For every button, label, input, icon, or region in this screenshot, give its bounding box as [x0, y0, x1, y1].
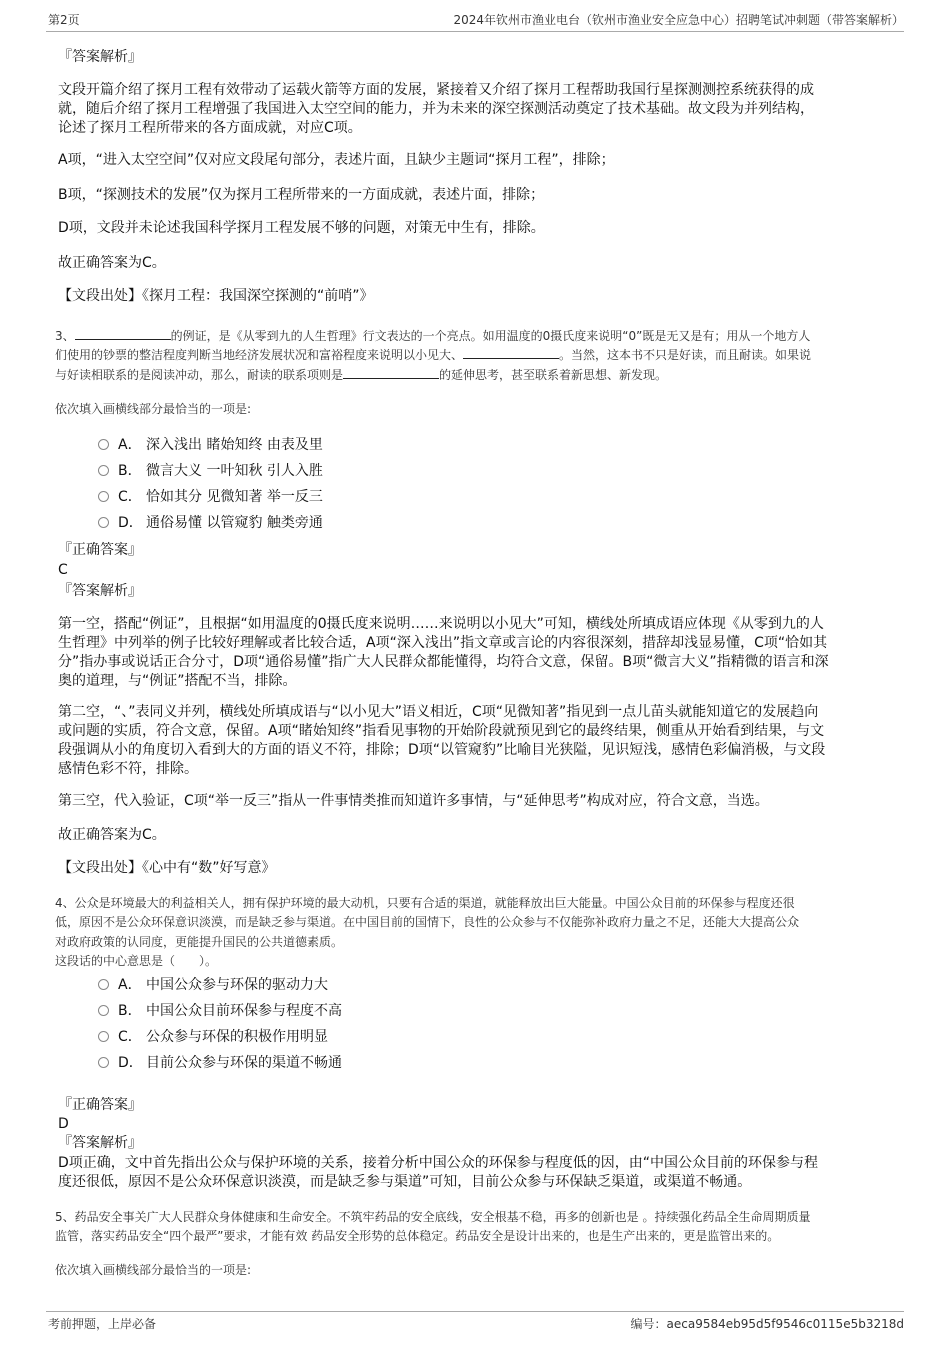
q4-answer-label: 『正确答案』: [58, 1097, 142, 1113]
q3-option-d[interactable]: D． 通俗易懂 以管窥豹 触类旁通: [98, 513, 323, 533]
q2-analysis-line2: 就，随后介绍了探月工程增强了我国进入太空空间的能力，并为未来的深空探测活动奠定了技术基础。故文段为并列结构，: [58, 101, 814, 117]
q3-correct-answer: 故正确答案为C。: [58, 827, 166, 843]
page-number: 第2页: [48, 13, 80, 27]
q3-analysis-p2-line2: 或问题的实质，符合文意，保留。A项“睹始知终”指看见事物的开始阶段就预见到它的最终结果，侧重从开始看到结果，与文: [58, 723, 825, 739]
q4-option-d[interactable]: D． 目前公众参与环保的渠道不畅通: [98, 1053, 342, 1073]
q3-option-a[interactable]: A． 深入浅出 睹始知终 由表及里: [98, 435, 323, 455]
document-id: 编号：aeca9584eb95d5f9546c0115e5b3218d: [630, 1317, 904, 1331]
q3-option-b[interactable]: B． 微言大义 一叶知秋 引人入胜: [98, 461, 323, 481]
q3-analysis-p2-line4: 感情色彩不符，排除。: [58, 761, 198, 777]
radio-icon[interactable]: [98, 1005, 109, 1016]
q4-stem-line4: 这段话的中心意思是（ ）。: [55, 954, 218, 968]
q3-stem-line3: 与好读相联系的是阅读冲动，那么，耐读的联系项则是 的延伸思考，甚至联系着新思想、新发现。: [55, 368, 668, 382]
fill-blank: [343, 366, 439, 379]
q4-stem-line1: 4、公众是环境最大的利益相关人，拥有保护环境的最大动机，只要有合适的渠道，就能释放出巨大能量。中国公众目前的环保参与程度还很: [55, 896, 795, 910]
q2-analysis-label: 『答案解析』: [58, 49, 142, 65]
q3-prompt: 依次填入画横线部分最恰当的一项是:: [55, 402, 252, 416]
q3-source: 【文段出处】《心中有“数”好写意》: [58, 860, 276, 876]
q4-option-c[interactable]: C． 公众参与环保的积极作用明显: [98, 1027, 328, 1047]
q3-analysis-label: 『答案解析』: [58, 583, 142, 599]
q2-option-b-analysis: B项，“探测技术的发展”仅为探月工程所带来的一方面成就，表述片面，排除；: [58, 187, 545, 203]
q5-stem-line1: 5、药品安全事关广大人民群众身体健康和生命安全。不筑牢药品的安全底线，安全根基不稳，再多的创新也是 。持续强化药品全生命周期质量: [55, 1210, 811, 1224]
q3-analysis-p1-line3: 分”指办事或说话正合分寸，D项“通俗易懂”指广大人民群众都能懂得，均符合文意，保留。B项“微言大义”指精微的语言和深: [58, 654, 829, 670]
radio-icon[interactable]: [98, 1057, 109, 1068]
footer-slogan: 考前押题，上岸必备: [48, 1317, 157, 1331]
radio-icon[interactable]: [98, 517, 109, 528]
q2-analysis-line3: 论述了探月工程所带来的各方面成就，对应C项。: [58, 120, 362, 136]
q3-stem-line1: 3、 的例证，是《从零到九的人生哲理》行文表达的一个亮点。如用温度的0摄氏度来说明“0”既是无又是有；用从一个地方人: [55, 329, 811, 343]
radio-icon[interactable]: [98, 439, 109, 450]
q4-analysis-line2: 度还很低，原因不是公众环保意识淡漠，而是缺乏参与渠道”可知，目前公众参与环保缺乏渠道，或渠道不畅通。: [58, 1174, 752, 1190]
radio-icon[interactable]: [98, 1031, 109, 1042]
q3-analysis-p1-line4: 奥的道理，与“例证”搭配不当，排除。: [58, 673, 297, 689]
radio-icon[interactable]: [98, 491, 109, 502]
q3-analysis-p3: 第三空，代入验证，C项“举一反三”指从一件事情类推而知道许多事情，与“延伸思考”构成对应，符合文意，当选。: [58, 793, 769, 809]
radio-icon[interactable]: [98, 979, 109, 990]
header-divider: [46, 31, 904, 32]
q2-option-d-analysis: D项，文段并未论述我国科学探月工程发展不够的问题，对策无中生有，排除。: [58, 220, 545, 236]
q3-answer-label: 『正确答案』: [58, 542, 142, 558]
q4-option-b[interactable]: B． 中国公众目前环保参与程度不高: [98, 1001, 342, 1021]
q4-answer: D: [58, 1116, 69, 1132]
q2-source: 【文段出处】《探月工程：我国深空探测的“前哨”》: [58, 288, 374, 304]
q5-stem-line2: 监管，落实药品安全“四个最严”要求，才能有效 药品安全形势的总体稳定。药品安全是设计出来的，也是生产出来的，更是监管出来的。: [55, 1229, 780, 1243]
q4-analysis-label: 『答案解析』: [58, 1135, 142, 1151]
q2-option-a-analysis: A项，“进入太空空间”仅对应文段尾句部分，表述片面，且缺少主题词“探月工程”，排除；: [58, 152, 615, 168]
radio-icon[interactable]: [98, 465, 109, 476]
document-title: 2024年钦州市渔业电台（钦州市渔业安全应急中心）招聘笔试冲刺题（带答案解析）: [453, 13, 904, 27]
footer-divider: [46, 1311, 904, 1312]
fill-blank: [463, 346, 559, 359]
page-header: [48, 11, 904, 31]
fill-blank: [75, 327, 171, 340]
q3-stem-line2: 们使用的钞票的整洁程度判断当地经济发展状况和富裕程度来说明以小见大、 。当然，这本书不只是好读，而且耐读。如果说: [55, 348, 812, 362]
q3-analysis-p2-line3: 段强调从小的角度切入看到大的方面的语义不符，排除；D项“以管窥豹”比喻目光狭隘，见识短浅，感情色彩偏消极，与文段: [58, 742, 826, 758]
q3-analysis-p2-line1: 第二空，“、”表同义并列，横线处所填成语与“以小见大”语义相近，C项“见微知著”指见到一点儿苗头就能知道它的发展趋向: [58, 704, 819, 720]
q5-prompt: 依次填入画横线部分最恰当的一项是:: [55, 1263, 252, 1277]
q4-analysis-line1: D项正确，文中首先指出公众与保护环境的关系，接着分析中国公众的环保参与程度低的因，由“中国公众目前的环保参与程: [58, 1155, 819, 1171]
q2-correct-answer: 故正确答案为C。: [58, 255, 166, 271]
q3-option-c[interactable]: C． 恰如其分 见微知著 举一反三: [98, 487, 323, 507]
q3-analysis-p1-line1: 第一空，搭配“例证”，且根据“如用温度的0摄氏度来说明……来说明以小见大”可知，横线处所填成语应体现《从零到九的人: [58, 616, 824, 632]
q3-answer: C: [58, 562, 68, 578]
q4-option-a[interactable]: A． 中国公众参与环保的驱动力大: [98, 975, 328, 995]
q4-stem-line2: 低，原因不是公众环保意识淡漠，而是缺乏参与渠道。在中国目前的国情下，良性的公众参与不仅能弥补政府力量之不足，还能大大提高公众: [55, 915, 800, 929]
q3-analysis-p1-line2: 生哲理》中列举的例子比较好理解或者比较合适，A项“深入浅出”指文章或言论的内容很深刻，措辞却浅显易懂，C项“恰如其: [58, 635, 828, 651]
q4-stem-line3: 对政府政策的认同度，更能提升国民的公共道德素质。: [55, 935, 344, 949]
q2-analysis-line1: 文段开篇介绍了探月工程有效带动了运载火箭等方面的发展，紧接着又介绍了探月工程帮助我国行星探测测控系统获得的成: [58, 82, 814, 98]
